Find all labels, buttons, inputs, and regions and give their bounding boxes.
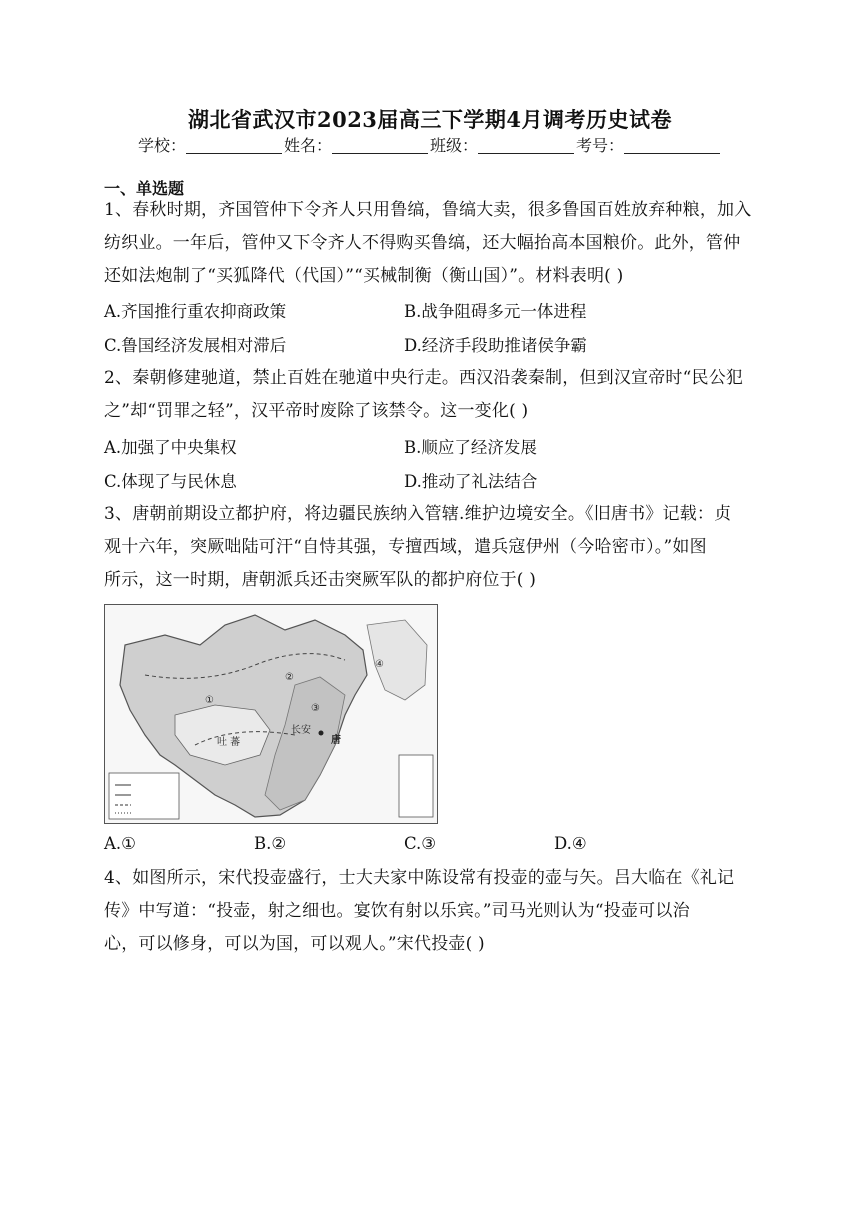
tang-label: 唐 bbox=[331, 735, 341, 746]
option-c[interactable]: C.体现了与民休息 bbox=[104, 472, 237, 491]
map-legend bbox=[109, 773, 179, 819]
school-blank[interactable] bbox=[186, 137, 282, 154]
question-line: 之”却“罚罪之轻”，汉平帝时废除了该禁令。这一变化( ) bbox=[104, 401, 529, 421]
question-line: 观十六年，突厥咄陆可汗“自恃其强，专擅西域，遣兵寇伊州（今哈密市）。”如图 bbox=[104, 537, 707, 557]
question-line: 还如法炮制了“买狐降代（代国）”“买械制衡（衡山国）”。材料表明( ) bbox=[104, 266, 624, 286]
option-b[interactable]: B.顺应了经济发展 bbox=[404, 438, 537, 457]
option-d[interactable]: D.推动了礼法结合 bbox=[404, 472, 538, 491]
question-line: 1、春秋时期，齐国管仲下令齐人只用鲁缟，鲁缟大卖，很多鲁国百姓放弃种粮，加入 bbox=[104, 200, 752, 220]
option-c[interactable]: C.③ bbox=[404, 834, 437, 853]
tubo-label: 吐 蕃 bbox=[217, 737, 241, 748]
question-line: 传》中写道：“投壶，射之细也。宴饮有射以乐宾。”司马光则认为“投壶可以治 bbox=[104, 901, 690, 921]
question-3-stem bbox=[104, 498, 764, 597]
question-line: 2、秦朝修建驰道，禁止百姓在驰道中央行走。西汉沿袭秦制，但到汉宣帝时“民公犯 bbox=[104, 368, 744, 388]
marker-1: ① bbox=[205, 695, 214, 706]
question-1-stem bbox=[104, 194, 764, 293]
name-label: 姓名： bbox=[283, 136, 332, 155]
marker-2: ② bbox=[285, 672, 294, 683]
option-a[interactable]: A.加强了中央集权 bbox=[104, 438, 237, 457]
tang-protectorates-map bbox=[104, 604, 438, 824]
exam-no-blank[interactable] bbox=[624, 137, 720, 154]
option-b[interactable]: B.② bbox=[254, 834, 287, 853]
marker-4: ④ bbox=[375, 659, 384, 670]
capital-marker bbox=[319, 731, 324, 736]
class-label: 班级： bbox=[430, 136, 479, 155]
option-b[interactable]: B.战争阻碍多元一体进程 bbox=[404, 302, 587, 321]
option-d[interactable]: D.④ bbox=[554, 834, 587, 853]
name-blank[interactable] bbox=[332, 137, 428, 154]
south-sea-inset bbox=[399, 755, 433, 817]
page-title: 湖北省武汉市2023届高三下学期4月调考历史试卷 bbox=[187, 107, 673, 132]
section-title: 一、单选题 bbox=[104, 179, 185, 198]
option-a[interactable]: A.① bbox=[104, 834, 136, 853]
option-a[interactable]: A.齐国推行重农抑商政策 bbox=[104, 302, 287, 321]
question-2-stem bbox=[104, 362, 764, 428]
question-line: 所示，这一时期，唐朝派兵还击突厥军队的都护府位于( ) bbox=[104, 570, 537, 590]
marker-3: ③ bbox=[311, 703, 320, 714]
question-line: 纺织业。一年后，管仲又下令齐人不得购买鲁缟，还大幅抬高本国粮价。此外，管仲 bbox=[104, 233, 741, 253]
exam-no-label: 考号： bbox=[576, 136, 625, 155]
option-d[interactable]: D.经济手段助推诸侯争霸 bbox=[404, 336, 587, 355]
question-line: 心，可以修身，可以为国，可以观人。”宋代投壶( ) bbox=[104, 934, 485, 954]
student-info-line bbox=[0, 133, 860, 156]
question-line: 3、唐朝前期设立都护府，将边疆民族纳入管辖.维护边境安全。《旧唐书》记载：贞 bbox=[104, 504, 732, 524]
option-c[interactable]: C.鲁国经济发展相对滞后 bbox=[104, 336, 287, 355]
changan-label: 长安 bbox=[291, 725, 311, 736]
question-line: 4、如图所示，宋代投壶盛行，士大夫家中陈设常有投壶的壶与矢。吕大临在《礼记 bbox=[104, 868, 735, 888]
class-blank[interactable] bbox=[478, 137, 574, 154]
question-4-stem bbox=[104, 862, 764, 961]
map-figure bbox=[105, 605, 437, 823]
school-label: 学校： bbox=[137, 136, 186, 155]
